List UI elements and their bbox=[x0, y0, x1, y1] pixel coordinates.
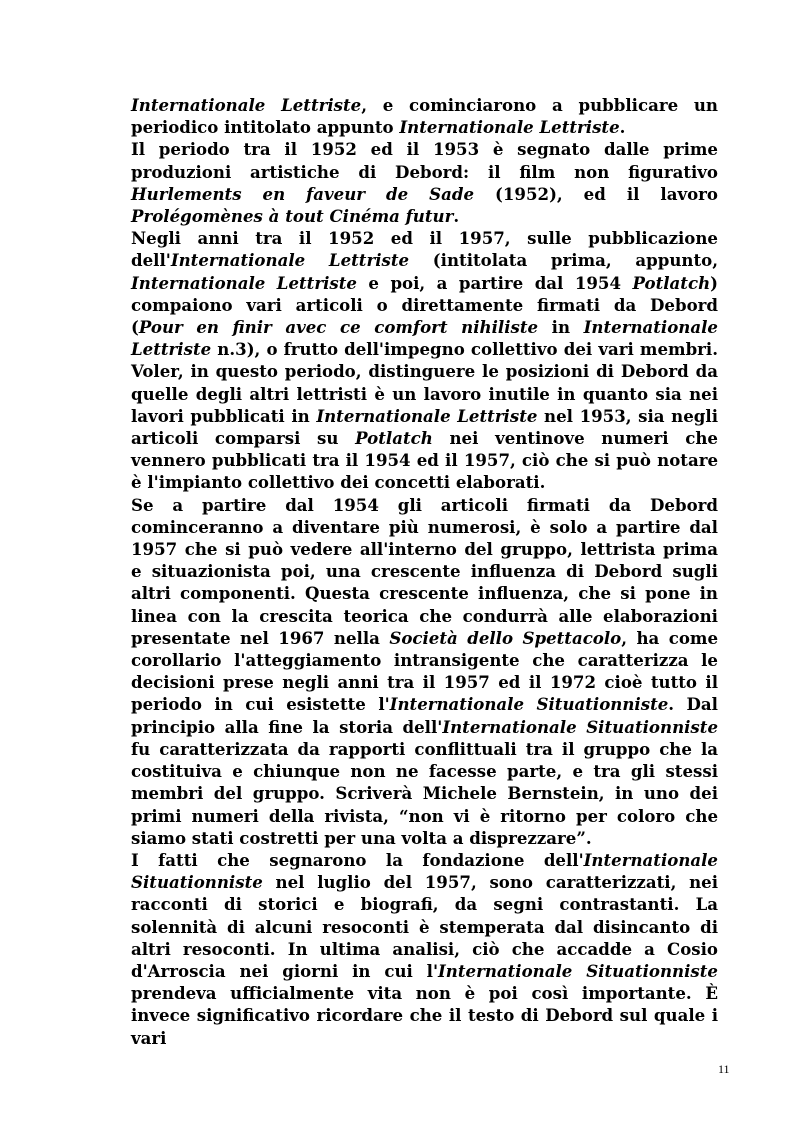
paragraph bbox=[131, 227, 718, 493]
italic-title-text: Prolégomènes à tout Cinéma futur bbox=[131, 206, 454, 227]
paragraph-text: ) compaiono vari articoli o direttamente firmati da Debord ( bbox=[131, 272, 718, 338]
paragraph bbox=[131, 94, 718, 138]
paragraph-text: . bbox=[619, 117, 626, 138]
paragraph-text: . bbox=[453, 206, 460, 227]
paragraph-text: prendeva ufficialmente vita non è poi così importante. È invece significativo ricordare che il testo di Debord sul quale i vari bbox=[131, 983, 718, 1048]
paragraph-text: Il periodo tra il 1952 ed il 1953 è segnato dalle prime produzioni artistiche di Debord: il film non figurativo bbox=[131, 139, 718, 182]
paragraph-text: n.3), o frutto dell'impegno collettivo dei vari membri. Voler, in questo periodo, distinguere le posizioni di Debord da quelle degli altri lettristi è un lavoro inutile in quanto sia nei lavori pubblicati in bbox=[131, 339, 718, 426]
italic-title-text: Internationale Lettriste bbox=[316, 405, 538, 426]
paragraph bbox=[131, 138, 718, 227]
italic-title-text: Internationale Situationniste bbox=[131, 849, 718, 893]
paragraph-text: nel luglio del 1957, sono caratterizzati, nei racconti di storici e biografi, da segni contrastanti. La solennità di alcuni resoconti è stemperata dal disincanto di altri resoconti. In ultima analisi, ciò che accadde a Cosio d'Arroscia nei giorni in cui l' bbox=[131, 872, 718, 981]
italic-title-text: Internationale Lettriste bbox=[131, 317, 718, 360]
paragraph-text: nei ventinove numeri che vennero pubblicati tra il 1954 ed il 1957, ciò che si può notare è l'impianto collettivo dei concetti elaborati. bbox=[131, 428, 718, 493]
paragraph-text: (1952), ed il lavoro bbox=[474, 183, 718, 204]
page-number: 11 bbox=[718, 1062, 730, 1076]
paragraph-text: fu caratterizzata da rapporti conflittuali tra il gruppo che la costituiva e chiunque non ne facesse parte, e tra gli stessi membri del gruppo. Scriverà Michele Bernstein, in uno dei primi numeri della rivista, “non vi è ritorno per coloro che siamo stati costretti per una volta a disprezzare”. bbox=[131, 738, 718, 848]
paragraph-text: Se a partire dal 1954 gli articoli firmati da Debord cominceranno a diventare più numerosi, è solo a partire dal 1957 che si può vedere all'interno del gruppo, lettrista prima e situazionista poi, una crescente influenza di Debord sugli altri componenti. Questa crescente influenza, che si pone in linea con la crescita teorica che condurrà alle elaborazioni presentate nel 1967 nella bbox=[131, 494, 718, 648]
paragraph-text: . Dal principio alla fine la storia dell' bbox=[131, 694, 718, 737]
paragraph-text: (intitolata prima, appunto, bbox=[409, 250, 718, 271]
paragraph-text: nel 1953, sia negli articoli comparsi su bbox=[131, 405, 718, 449]
italic-title-text: Società dello Spettacolo bbox=[389, 627, 622, 648]
italic-title-text: Internationale Situationniste bbox=[438, 960, 718, 981]
italic-title-text: Hurlements en faveur de Sade bbox=[131, 183, 475, 204]
italic-title-text: Internationale Situationniste bbox=[442, 716, 718, 737]
italic-title-text: Potlatch bbox=[632, 272, 711, 293]
italic-title-text: Internationale Lettriste bbox=[131, 272, 357, 293]
paragraph-text: , e cominciarono a pubblicare un periodico intitolato appunto bbox=[131, 95, 719, 138]
paragraph bbox=[131, 849, 718, 1049]
italic-title-text: Internationale Situationniste bbox=[389, 694, 669, 715]
paragraph-text: , ha come corollario l'atteggiamento intransigente che caratterizza le decisioni prese negli anni tra il 1957 ed il 1972 cioè tutto il periodo in cui esistette l' bbox=[131, 627, 718, 715]
paragraph-text: in bbox=[538, 317, 584, 338]
italic-title-text: Internationale Lettriste bbox=[131, 95, 362, 115]
paragraph-text: e poi, a partire dal 1954 bbox=[356, 272, 633, 293]
italic-title-text: Pour en finir avec ce comfort nihiliste bbox=[138, 317, 539, 338]
italic-title-text: Internationale Lettriste bbox=[399, 117, 620, 138]
italic-title-text: Internationale Lettriste bbox=[170, 250, 410, 271]
italic-title-text: Potlatch bbox=[355, 428, 433, 449]
paragraph-text: Negli anni tra il 1952 ed il 1957, sulle pubblicazione dell' bbox=[131, 228, 718, 271]
paragraph-text: I fatti che segnarono la fondazione dell' bbox=[131, 849, 584, 870]
paragraph bbox=[131, 494, 718, 849]
body-text bbox=[131, 94, 718, 1049]
